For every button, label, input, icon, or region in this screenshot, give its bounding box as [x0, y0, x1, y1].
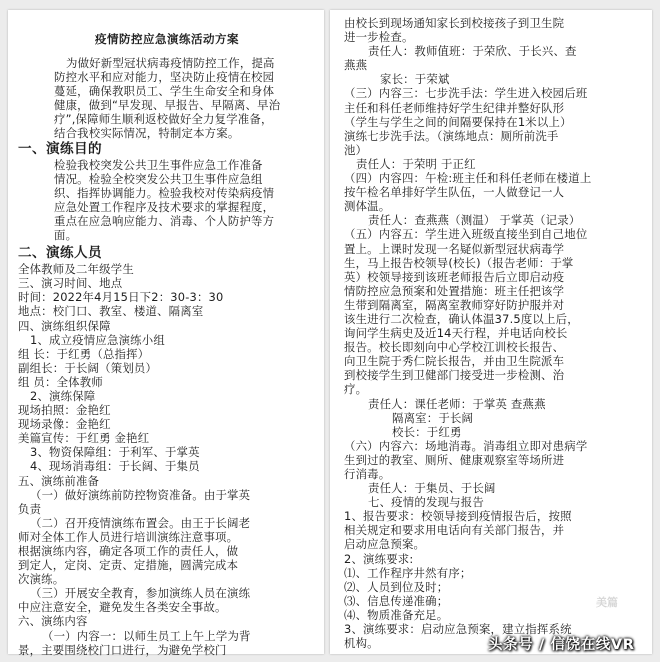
body-line: 美篇宣传：于红勇 金艳红 [18, 431, 150, 446]
body-line: 现场拍照：金艳红 [18, 403, 111, 418]
body-line: 3、物资保障组：于利军、于掌英 [30, 445, 200, 460]
body-line: 英）校领导接到该班老师报告后立即启动疫 [344, 269, 565, 284]
document-page-right [330, 10, 652, 654]
page-content-right [330, 10, 652, 650]
body-line: 疗。 [344, 382, 368, 397]
page-content-left [8, 10, 324, 657]
body-line: 生带到隔离室，隔离室教师穿好防护服并对 [344, 297, 565, 312]
body-line: ⑴、工作程序井然有序； [344, 565, 472, 580]
body-line: 师对全体工作人员进行培训演练注意事项。 [18, 529, 239, 544]
section-heading-purpose: 一、演练目的 [18, 140, 102, 157]
body-line: （三）开展安全教育，参加演练人员在演练 [30, 586, 251, 601]
body-line: 机构。 [344, 636, 379, 651]
body-line: （六）内容六：场地消毒。消毒组立即对患病学 [344, 438, 588, 453]
body-line: （五）内容五：学生进入班级直接坐到自己地位 [344, 227, 588, 242]
body-line: 时间：2022年4月15日下2：30-3：30 [18, 290, 224, 305]
body-line: 演练七步洗手法。（演练地点：厕所前洗手 [344, 128, 559, 143]
body-line: 1、报告要求：校领导接到疫情报告后，按照 [344, 509, 572, 524]
body-line: 报告。校长即刻向中心学校江训校长报告、 [344, 340, 565, 355]
body-line: 置上。上课时发现一名疑似新型冠状病毒学 [344, 241, 565, 256]
purpose-line: 织、指挥协调能力。检验我校对传染病疫情 [54, 185, 275, 200]
body-line: 组 员：全体教师 [18, 374, 103, 389]
intro-line: 为做好新型冠状病毒疫情防控工作，提高 [66, 56, 275, 70]
body-line: 校长：于红勇 [392, 424, 462, 439]
body-line: 根据演练内容，确定各项工作的责任人，做 [18, 544, 239, 558]
body-line: 3、演练要求：启动应急预案，建立指挥系统 [344, 622, 572, 637]
body-line: 向卫生院于秀仁院长报告，并由卫生院派车 [344, 354, 565, 369]
body-line: 行消毒。 [344, 467, 391, 481]
body-line: 启动应急预案。 [344, 537, 426, 552]
body-line: 责任人：于集员、于长阔 [368, 481, 496, 496]
body-line: 1、成立疫情应急演练小组 [30, 332, 165, 347]
body-line: 测体温。 [344, 199, 391, 214]
body-line: 责任人：查燕燕（测温） 于掌英（记录） [368, 213, 581, 228]
purpose-line: 重点在应急响应能力、消毒、个人防护等方 [54, 213, 275, 228]
body-line: （四）内容四：午检:班主任和科任老师在楼道上 [344, 171, 592, 186]
body-line: 生，马上报告校领导(校长)（报告老师：于掌 [344, 255, 574, 270]
meipian-logo: 美篇 [596, 596, 618, 609]
intro-line: 疗”,保障师生顺利返校做好全力复学准备， [54, 112, 273, 127]
body-line: 2、演练保障 [30, 388, 96, 403]
body-line: 按午检名单排好学生队伍，一人做登记一人 [344, 185, 565, 200]
intro-line: 健康，做到“早发现、早报告、早隔离、早治 [54, 98, 281, 113]
body-line: ⑵、人员到位及时； [344, 579, 449, 594]
document-page-left [8, 10, 324, 657]
body-line: 责任人：于荣明 于正红 [356, 156, 476, 171]
body-line: 隔离室：于长阔 [392, 410, 474, 425]
body-line: 2、演练要求: [344, 551, 414, 566]
body-line: （一）内容一：以师生员工上午上学为背 [42, 628, 251, 643]
body-line: 组 长：于红勇（总指挥） [18, 346, 150, 361]
purpose-line: 情况。检验全校突发公共卫生事件应急组 [54, 171, 263, 186]
body-line: 池） [344, 142, 368, 157]
body-line: 中应注意安全，避免发生各类安全事故。 [18, 600, 227, 615]
body-line: 询问学生病史及近14天行程，并电话向校长 [344, 326, 568, 341]
body-line: 五、演练前准备 [18, 473, 100, 488]
body-line: 到定人，定岗、定责、定措施，圆满完成本 [18, 558, 239, 573]
body-line: 六、演练内容 [18, 614, 88, 629]
purpose-line: 检验我校突发公共卫生事件应急工作准备 [54, 157, 263, 172]
intro-line: 结合我校实际情况，特制定本方案。 [54, 126, 240, 141]
body-line: 地点：校门口、教室、楼道、隔离室 [18, 304, 204, 319]
body-line: 现场录像：金艳红 [18, 417, 111, 432]
body-line: 到校接学生到卫健部门接受进一步检测、治 [344, 368, 565, 383]
purpose-line: 面。 [54, 228, 78, 243]
body-line: 责任人：教师值班：于荣欣、于长兴、查 [368, 44, 577, 59]
body-line: 景，主要围绕校门口进行，为避免学校门 [18, 642, 227, 657]
body-line: 该生进行二次检查，确认体温37.5度以上后， [344, 311, 579, 326]
body-line: 燕燕 [344, 58, 368, 73]
body-line: 相关规定和要求用电话向有关部门报告，并 [344, 523, 565, 538]
document-title: 疫情防控应急演练活动方案 [95, 32, 239, 46]
body-line: 责任人：课任老师：于掌英 查燕燕 [368, 396, 546, 411]
body-line: 情防控应急预案和处置措施：班主任把该学 [344, 283, 565, 298]
body-line: 七、疫情的发现与报告 [368, 495, 484, 510]
body-line: 4、现场消毒组：于长阔、于集员 [30, 459, 200, 474]
body-line: ⑶、信息传递准确； [344, 593, 449, 608]
body-line: （二）召开疫情演练布置会。由王于长阔老 [30, 515, 251, 530]
body-line: 由校长到现场通知家长到校接孩子到卫生院 [344, 16, 565, 30]
body-line: 三、演习时间、地点 [18, 276, 123, 291]
body-line: 主任和科任老师维持好学生纪律并整好队形 [344, 100, 565, 115]
body-line: ⑷、物质准备充足。 [344, 607, 449, 622]
purpose-line: 应急处置工作程序及技术要求的掌握程度， [54, 199, 275, 214]
section-heading-personnel: 二、演练人员 [18, 245, 102, 262]
body-line: （学生与学生之间的间隔要保持在1米以上） [344, 114, 572, 129]
body-line: （三）内容三：七步洗手法：学生进入校园后班 [344, 86, 588, 101]
body-line: 全体教师及二年级学生 [18, 262, 134, 277]
body-line: 次演练。 [18, 572, 65, 587]
source-watermark: 头条号 / 信饶在线VR [488, 637, 635, 653]
body-line: 负责 [18, 501, 42, 516]
body-line: 生到过的教室、厕所、健康观察室等场所进 [344, 452, 565, 467]
body-line: 副组长：于长阔（策划员） [18, 360, 158, 375]
body-line: 家长：于荣斌 [380, 72, 450, 87]
body-line: （一）做好演练前防控物资准备。由于掌英 [30, 487, 251, 502]
body-line: 进一步检查。 [344, 30, 414, 45]
intro-line: 蔓延，确保教职员工、学生生命安全和身体 [54, 84, 275, 99]
intro-line: 防控水平和应对能力，坚决防止疫情在校园 [54, 70, 275, 85]
body-line: 四、演练组织保障 [18, 318, 111, 333]
